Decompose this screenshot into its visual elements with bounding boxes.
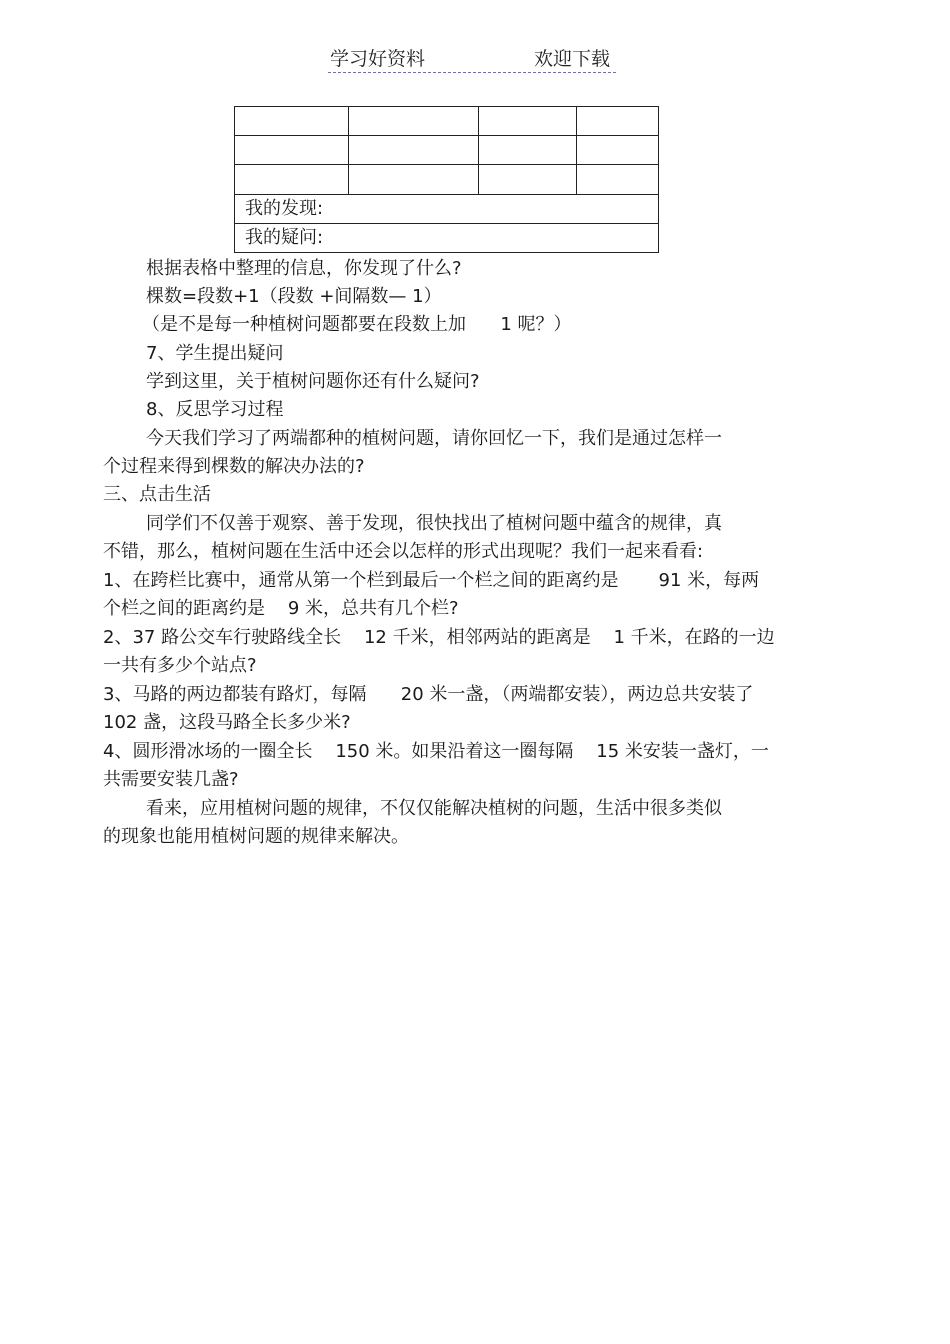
problem-4-cont: 共需要安装几盏? [103, 769, 239, 790]
problem-2-cont: 一共有多少个站点? [103, 655, 257, 676]
problem-1: 1、在跨栏比赛中，通常从第一个栏到最后一个栏之间的距离约是 91 米，每两 [103, 570, 760, 591]
text-line: 看来，应用植树问题的规律，不仅仅能解决植树的问题，生活中很多类似 [146, 798, 722, 819]
header-right-text: 欢迎下载 [534, 48, 611, 70]
finding-label: 我的发现: [245, 198, 324, 219]
record-table [234, 106, 659, 253]
text-line: 7、学生提出疑问 [146, 343, 284, 364]
table-column-divider [478, 107, 479, 194]
problem-1-cont: 个栏之间的距离约是 9 米，总共有几个栏? [103, 598, 459, 619]
text-line: 的现象也能用植树问题的规律来解决。 [103, 826, 409, 847]
problem-2: 2、37 路公交车行驶路线全长 12 千米，相邻两站的距离是 1 千米，在路的一边 [103, 627, 775, 648]
text-line: 棵数=段数+1（段数 +间隔数— 1） [146, 286, 442, 307]
section-heading: 三、点击生活 [103, 484, 211, 505]
problem-4: 4、圆形滑冰场的一圈全长 150 米。如果沿着这一圈每隔 15 米安装一盏灯，一 [103, 741, 769, 762]
problem-3: 3、马路的两边都装有路灯，每隔 20 米一盏，（两端都安装），两边总共安装了 [103, 684, 754, 705]
question-label: 我的疑问: [245, 227, 324, 248]
header-dashed-underline [328, 72, 616, 73]
problem-3-cont: 102 盏，这段马路全长多少米? [103, 712, 351, 733]
table-column-divider [348, 107, 349, 194]
table-row-divider [235, 164, 658, 165]
text-line: 个过程来得到棵数的解决办法的? [103, 456, 365, 477]
text-line: 同学们不仅善于观察、善于发现，很快找出了植树问题中蕴含的规律，真 [146, 513, 722, 534]
text-line: 今天我们学习了两端都种的植树问题，请你回忆一下，我们是通过怎样一 [146, 428, 722, 449]
text-line: 根据表格中整理的信息，你发现了什么? [146, 258, 462, 279]
text-line: 学到这里，关于植树问题你还有什么疑问? [146, 371, 480, 392]
text-line: 8、反思学习过程 [146, 399, 284, 420]
text-line: 不错，那么，植树问题在生活中还会以怎样的形式出现呢？我们一起来看看: [103, 541, 704, 562]
header-left-text: 学习好资料 [330, 48, 426, 70]
table-column-divider [576, 107, 577, 194]
text-line: （是不是每一种植树问题都要在段数上加 1 呢？） [142, 314, 572, 335]
table-row-divider [235, 135, 658, 136]
